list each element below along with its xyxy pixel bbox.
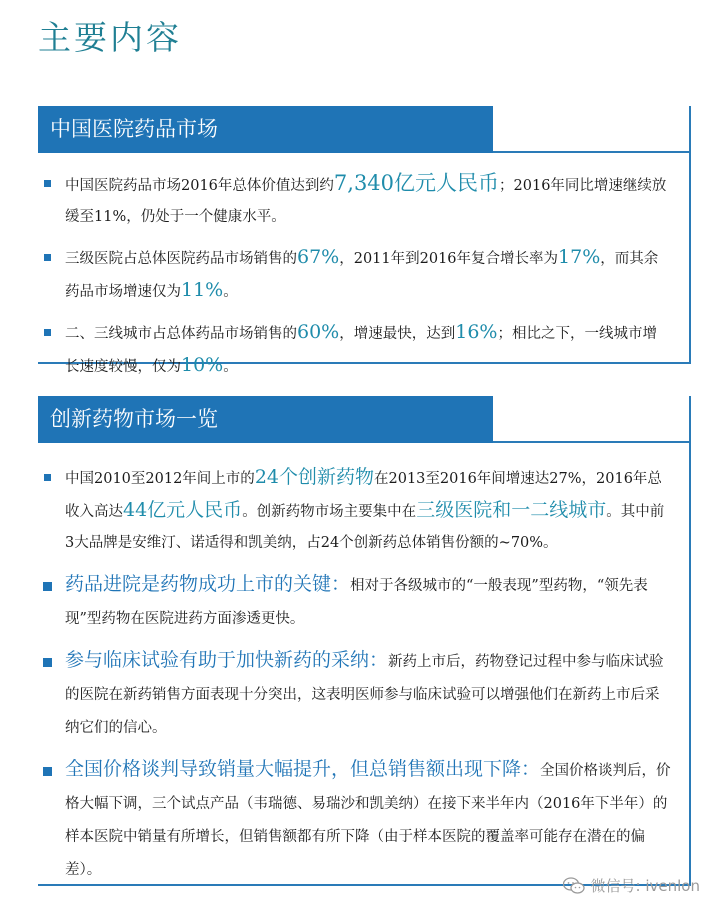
list-item <box>38 462 689 559</box>
key-finding: 药品进院是药物成功上市的关键： <box>65 573 351 595</box>
bullet-text: ，2011年到2016年复合增长率为 <box>339 251 559 267</box>
page-title: 主要内容 <box>38 18 182 57</box>
bullet-text: 。 <box>223 359 238 375</box>
bullet-text: 中国2010至2012年间上市的 <box>65 471 255 487</box>
section-header-innovative-drugs: 创新药物市场一览 <box>38 396 493 443</box>
list-item <box>38 754 689 886</box>
key-finding: 参与临床试验有助于加快新药的采纳： <box>65 649 389 671</box>
bullet-square-icon <box>44 474 51 481</box>
highlight-value: 24个创新药物 <box>254 466 374 488</box>
wechat-icon <box>563 877 585 895</box>
bullet-square-icon <box>44 254 51 261</box>
bullet-list <box>38 168 689 383</box>
section-innovative-drugs <box>38 396 691 886</box>
bullet-text: 相对于各级城市的“一般表现”型药物，“领先表现”型药物在医院进药方面渗透更快。 <box>65 578 648 627</box>
bullet-text: 全国价格谈判后，价格大幅下调，三个试点产品（韦瑞德、易瑞沙和凯美纳）在接下来半年内（2016年下半年）的样本医院中销量有所增长，但销售额都有所下降（由于样本医院的覆盖率可能存在潜在的偏差）。 <box>65 763 671 878</box>
bullet-square-icon <box>44 329 51 336</box>
bullet-text: 三级医院占总体医院药品市场销售的 <box>65 251 297 267</box>
bullet-text: 新药上市后，药物登记过程中参与临床试验的医院在新药销售方面表现十分突出，这表明医师参与临床试验可以增强他们在新药上市后采纳它们的信心。 <box>65 654 664 736</box>
highlight-value: 60% <box>297 321 340 343</box>
bullet-text: ；相比之下，一线城市增长速度较慢，仅为 <box>65 326 657 375</box>
bullet-text: 。其中前3大品牌是安维汀、诺适得和凯美纳，占24个创新药总体销售份额的~70%。 <box>65 504 665 551</box>
bullet-text: 中国医院药品市场2016年总体价值达到约 <box>65 178 334 194</box>
section-hospital-market <box>38 106 691 376</box>
key-finding: 全国价格谈判导致销量大幅提升，但总销售额出现下降： <box>65 758 541 780</box>
bullet-square-icon <box>43 582 52 591</box>
section-header-hospital-market: 中国医院药品市场 <box>38 106 493 153</box>
bullet-list <box>38 462 689 886</box>
list-item <box>38 569 689 635</box>
highlight-value: 7,340亿元人民币 <box>333 171 500 195</box>
bullet-square-icon <box>43 658 52 667</box>
bullet-square-icon <box>44 180 51 187</box>
bullet-square-icon <box>43 767 52 776</box>
highlight-value: 67% <box>297 246 340 268</box>
highlight-value: 10% <box>181 354 224 376</box>
bullet-text: ；2016年同比增速继续放缓至11%，仍处于一个健康水平。 <box>65 178 667 225</box>
highlight-value: 17% <box>558 246 601 268</box>
section-header-rule <box>493 106 691 153</box>
bullet-text: ，而其余药品市场增速仅为 <box>65 251 659 300</box>
list-item <box>38 317 689 383</box>
list-item <box>38 645 689 744</box>
list-item <box>38 242 689 308</box>
section-header-rule <box>493 396 691 443</box>
highlight-value: 三级医院和一二线城市 <box>416 499 607 521</box>
watermark-text: 微信号: ivenlon <box>590 877 700 895</box>
bullet-text: ，增速最快，达到 <box>339 326 456 342</box>
bullet-text: 在2013至2016年间增速达27%，2016年总收入高达 <box>65 471 662 520</box>
highlight-value: 16% <box>455 321 498 343</box>
highlight-value: 11% <box>181 279 224 301</box>
bullet-text: 。 <box>223 284 238 300</box>
bullet-text: 二、三线城市占总体药品市场销售的 <box>65 326 297 342</box>
list-item <box>38 168 689 233</box>
bullet-text: 。创新药物市场主要集中在 <box>242 504 417 520</box>
watermark <box>563 875 700 896</box>
highlight-value: 44亿元人民币 <box>123 499 243 521</box>
